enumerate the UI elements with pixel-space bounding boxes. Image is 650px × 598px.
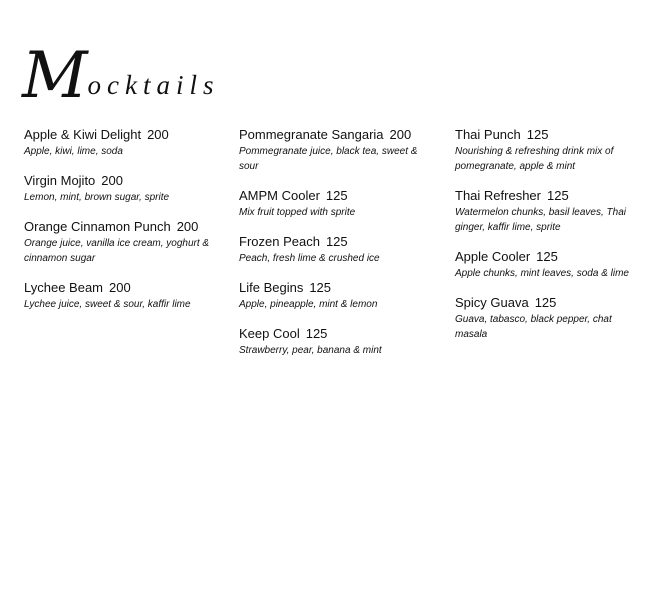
- menu-title-rest: ocktails: [87, 70, 220, 100]
- item-description: Lychee juice, sweet & sour, kaffir lime: [24, 299, 191, 310]
- item-name: Virgin Mojito: [24, 173, 96, 188]
- menu-item: [455, 127, 645, 174]
- item-name: Lychee Beam: [24, 280, 104, 295]
- menu-item: [455, 249, 645, 281]
- item-price: 125: [325, 188, 348, 203]
- menu-item: [455, 188, 645, 235]
- item-price: 200: [101, 173, 123, 188]
- item-description: Peach, fresh lime & crushed ice: [239, 253, 380, 264]
- item-name: Keep Cool: [239, 326, 300, 341]
- item-name: AMPM Cooler: [239, 188, 320, 203]
- item-price: 200: [109, 280, 131, 295]
- menu-item: [239, 326, 439, 358]
- item-name: Thai Punch: [455, 127, 521, 142]
- menu-item: [239, 234, 439, 266]
- menu-item: [24, 280, 224, 312]
- item-description: Guava, tabasco, black pepper, chat masala: [455, 314, 612, 340]
- item-price: 125: [536, 249, 558, 264]
- item-price: 200: [389, 127, 412, 142]
- item-price: 125: [526, 127, 549, 142]
- item-description: Nourishing & refreshing drink mix of pomegranate, apple & mint: [455, 146, 614, 172]
- menu-item: [239, 188, 439, 220]
- item-price: 125: [325, 234, 348, 249]
- menu-item: [24, 127, 224, 159]
- item-price: 125: [546, 188, 569, 203]
- menu-column-2: [239, 127, 439, 372]
- item-price: 125: [534, 295, 557, 310]
- menu-item: [24, 173, 224, 205]
- item-price: 200: [176, 219, 199, 234]
- item-description: Pommegranate juice, black tea, sweet & sour: [239, 146, 418, 172]
- item-name: Spicy Guava: [455, 295, 529, 310]
- item-description: Apple, kiwi, lime, soda: [24, 146, 123, 157]
- item-description: Mix fruit topped with sprite: [239, 207, 356, 218]
- item-price: 200: [147, 127, 169, 142]
- item-description: Watermelon chunks, basil leaves, Thai ginger, kaffir lime, sprite: [455, 207, 627, 233]
- menu-column-1: [24, 127, 224, 326]
- item-description: Orange juice, vanilla ice cream, yoghurt & cinnamon sugar: [24, 238, 210, 264]
- menu-title: [22, 38, 220, 113]
- item-name: Frozen Peach: [239, 234, 320, 249]
- menu-item: [239, 280, 439, 312]
- item-name: Pommegranate Sangaria: [239, 127, 384, 142]
- menu-item: [24, 219, 224, 266]
- item-description: Lemon, mint, brown sugar, sprite: [24, 192, 170, 203]
- item-description: Strawberry, pear, banana & mint: [239, 345, 382, 356]
- item-name: Thai Refresher: [455, 188, 541, 203]
- item-description: Apple, pineapple, mint & lemon: [239, 299, 378, 310]
- item-price: 125: [305, 326, 328, 341]
- item-name: Orange Cinnamon Punch: [24, 219, 171, 234]
- item-name: Apple Cooler: [455, 249, 531, 264]
- menu-item: [455, 295, 645, 342]
- item-description: Apple chunks, mint leaves, soda & lime: [455, 268, 629, 279]
- menu-title-initial: M: [22, 39, 86, 113]
- menu-item: [239, 127, 439, 174]
- item-price: 125: [309, 280, 332, 295]
- item-name: Life Begins: [239, 280, 304, 295]
- menu-column-3: [455, 127, 645, 356]
- item-name: Apple & Kiwi Delight: [24, 127, 142, 142]
